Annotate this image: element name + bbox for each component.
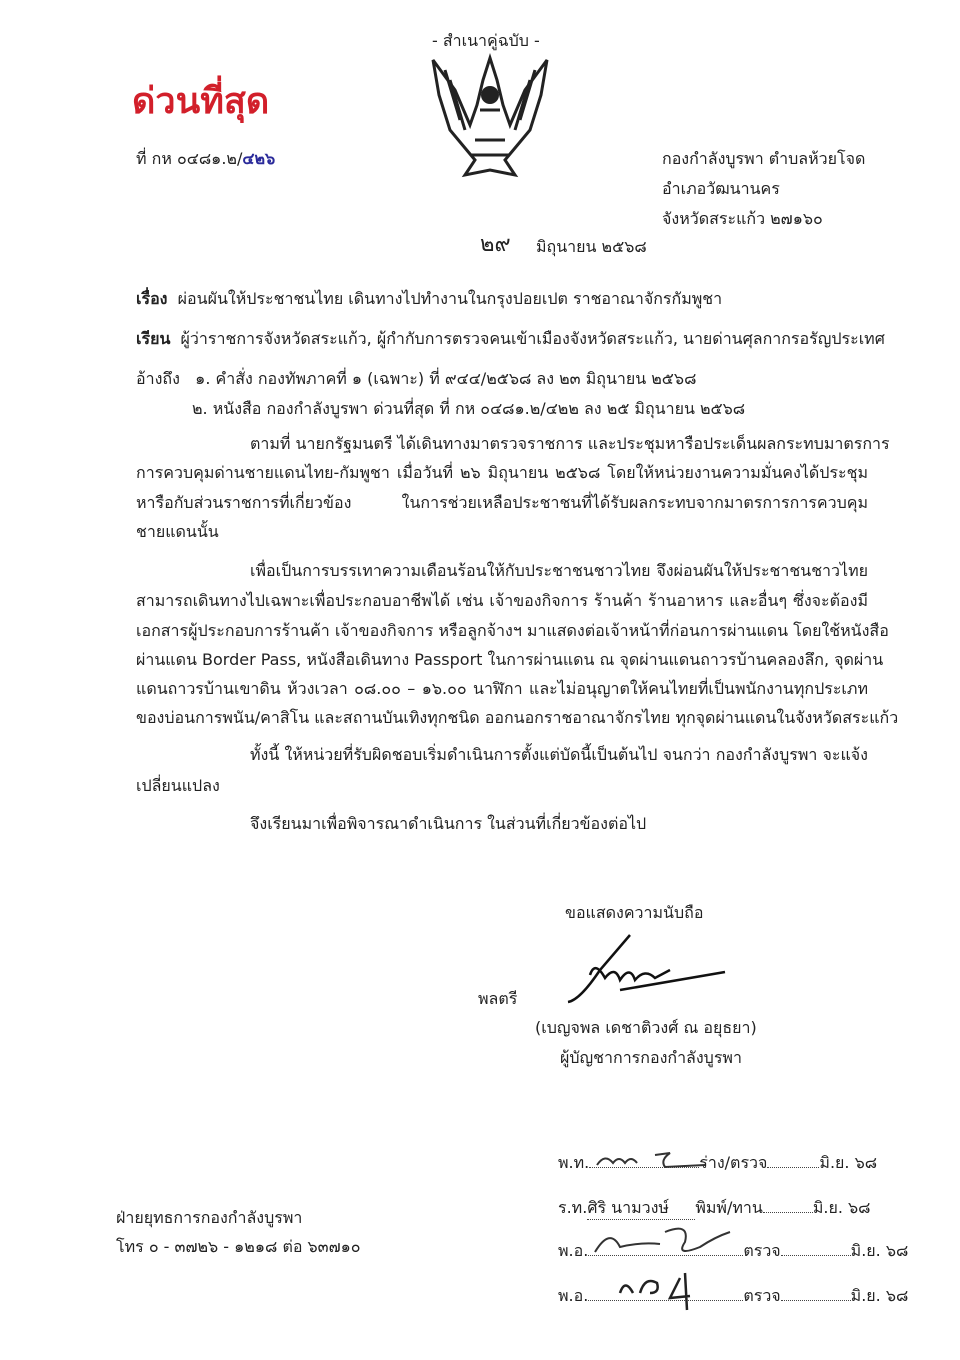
copy-label: - สำเนาคู่ฉบับ - bbox=[432, 31, 540, 50]
paragraph-line: การควบคุมด่านชายแดนไทย-กัมพูชา เมื่อวันที่ ๒๖ มิถุนายน ๒๕๖๘ โดยให้หน่วยงานความมั่นคงได้ประชุม bbox=[136, 463, 868, 482]
date-day: ๒๙ bbox=[480, 232, 511, 257]
paragraph-line: ชายแดนนั้น bbox=[136, 522, 219, 541]
reference-item: ๑. คำสั่ง กองทัพภาคที่ ๑ (เฉพาะ) ที่ ๙๔๔/๒๕๖๘ ลง ๒๓ มิถุนายน ๒๕๖๘ bbox=[195, 369, 697, 388]
subject-label: เรื่อง bbox=[136, 289, 168, 308]
reference-item: ๒. หนังสือ กองกำลังบูรพา ด่วนที่สุด ที่ กห ๐๔๘๑.๒/๔๒๒ ลง ๒๕ มิถุนายน ๒๕๖๘ bbox=[192, 399, 746, 418]
sender-address-line: จังหวัดสระแก้ว ๒๗๑๖๐ bbox=[662, 209, 823, 228]
checklist-role: ตรวจ bbox=[743, 1286, 781, 1305]
checklist-date: มิ.ย. ๖๘ bbox=[819, 1153, 878, 1172]
document-number bbox=[136, 148, 275, 170]
paragraph-line: หารือกับส่วนราชการที่เกี่ยวข้อง ในการช่วยเหลือประชาชนที่ได้รับผลกระทบจากมาตรการการควบคุม bbox=[136, 493, 868, 512]
reference-label: อ้างถึง bbox=[136, 369, 180, 388]
urgency-label: ด่วนที่สุด bbox=[132, 81, 270, 122]
recipient-label: เรียน bbox=[136, 329, 171, 348]
checklist-name: ศิริ นามวงษ์ bbox=[587, 1197, 695, 1220]
paragraph-line: เอกสารผู้ประกอบการร้านค้า เจ้าของกิจการ หรือลูกจ้างฯ มาแสดงต่อเจ้าหน้าที่ก่อนการผ่านแดน โดยใช้หนังสือ bbox=[136, 621, 889, 640]
signature-mark bbox=[560, 930, 730, 1010]
sender-address-line: อำเภอวัฒนานคร bbox=[662, 179, 780, 198]
paragraph-line: ทั้งนี้ ให้หน่วยที่รับผิดชอบเริ่มดำเนินการตั้งแต่บัดนี้เป็นต้นไป จนกว่า กองกำลังบูรพา จะแจ้ง bbox=[250, 745, 868, 764]
regards: ขอแสดงความนับถือ bbox=[565, 903, 704, 922]
footer-office: ฝ่ายยุทธการกองกำลังบูรพา bbox=[116, 1208, 303, 1227]
paragraph-line: เปลี่ยนแปลง bbox=[136, 776, 220, 795]
closing-line: จึงเรียนมาเพื่อพิจารณาดำเนินการ ในส่วนที่เกี่ยวข้องต่อไป bbox=[250, 814, 647, 833]
checklist-date: มิ.ย. ๖๘ bbox=[850, 1241, 909, 1260]
paragraph-line: สามารถเดินทางไปเฉพาะเพื่อประกอบอาชีพได้ เช่น เจ้าของกิจการ ร้านค้า ร้านอาหาร และอื่นๆ ซึ่งจะต้องมี bbox=[136, 591, 868, 610]
checklist-date: มิ.ย. ๖๘ bbox=[850, 1286, 909, 1305]
paragraph-line: แดนถาวรบ้านเขาดิน ห้วงเวลา ๐๘.๐๐ – ๑๖.๐๐ นาฬิกา และไม่อนุญาตให้คนไทยที่เป็นพนักงานทุกประเภท bbox=[136, 679, 868, 698]
checklist-date: มิ.ย. ๖๘ bbox=[812, 1198, 871, 1217]
recipient-text: ผู้ว่าราชการจังหวัดสระแก้ว, ผู้กำกับการตรวจคนเข้าเมืองจังหวัดสระแก้ว, นายด่านศุลกากรอรัญประเทศ bbox=[180, 329, 885, 348]
paragraph-line: ตามที่ นายกรัฐมนตรี ได้เดินทางมาตรวจราชการ และประชุมหารือประเด็นผลกระทบมาตรการ bbox=[250, 434, 890, 453]
checklist-role: ร่าง/ตรวจ bbox=[699, 1153, 768, 1172]
paragraph-line: เพื่อเป็นการบรรเทาความเดือนร้อนให้กับประชาชนชาวไทย จึงผ่อนผันให้ประชาชนชาวไทย bbox=[250, 561, 868, 580]
initials-signature bbox=[615, 1268, 705, 1313]
initials-signature bbox=[595, 1145, 715, 1175]
paragraph-line: ผ่านแดน Border Pass, หนังสือเดินทาง Passport ในการผ่านแดน ณ จุดผ่านแดนถาวรบ้านคลองลึก, จุดผ่าน bbox=[136, 650, 884, 669]
document-number-suffix: ๔๒๖ bbox=[242, 149, 276, 168]
checklist-role: พิมพ์/ทาน bbox=[695, 1198, 763, 1217]
date-month-year: มิถุนายน ๒๕๖๘ bbox=[536, 237, 647, 256]
checklist-row bbox=[558, 1285, 908, 1307]
signer-rank: พลตรี bbox=[478, 989, 518, 1008]
checklist-prefix: พ.ท. bbox=[558, 1153, 590, 1172]
document-number-prefix: ที่ กห ๐๔๘๑.๒/ bbox=[136, 149, 243, 168]
subject-text: ผ่อนผันให้ประชาชนไทย เดินทางไปทำงานในกรุงปอยเปต ราชอาณาจักรกัมพูชา bbox=[177, 289, 723, 308]
initials-signature bbox=[590, 1222, 740, 1262]
checklist-prefix: พ.อ. bbox=[558, 1241, 589, 1260]
signer-position: ผู้บัญชาการกองกำลังบูรพา bbox=[560, 1048, 742, 1067]
paragraph-line: ของบ่อนการพนัน/คาสิโน และสถานบันเทิงทุกชนิด ออกนอกราชอาณาจักรไทย ทุกจุดผ่านแดนในจังหวัดสระแก้ว bbox=[136, 708, 899, 727]
signer-name: (เบญจพล เดชาติวงศ์ ณ อยุธยา) bbox=[535, 1018, 757, 1037]
footer-phone: โทร ๐ - ๓๗๒๖ - ๑๒๑๘ ต่อ ๖๓๗๑๐ bbox=[116, 1237, 361, 1256]
sender-address-line: กองกำลังบูรพา ตำบลห้วยโจด bbox=[662, 149, 866, 168]
garuda-emblem bbox=[425, 50, 555, 185]
checklist-prefix: ร.ท. bbox=[558, 1198, 588, 1217]
checklist-prefix: พ.อ. bbox=[558, 1286, 589, 1305]
checklist-role: ตรวจ bbox=[743, 1241, 781, 1260]
checklist-row bbox=[558, 1197, 871, 1220]
